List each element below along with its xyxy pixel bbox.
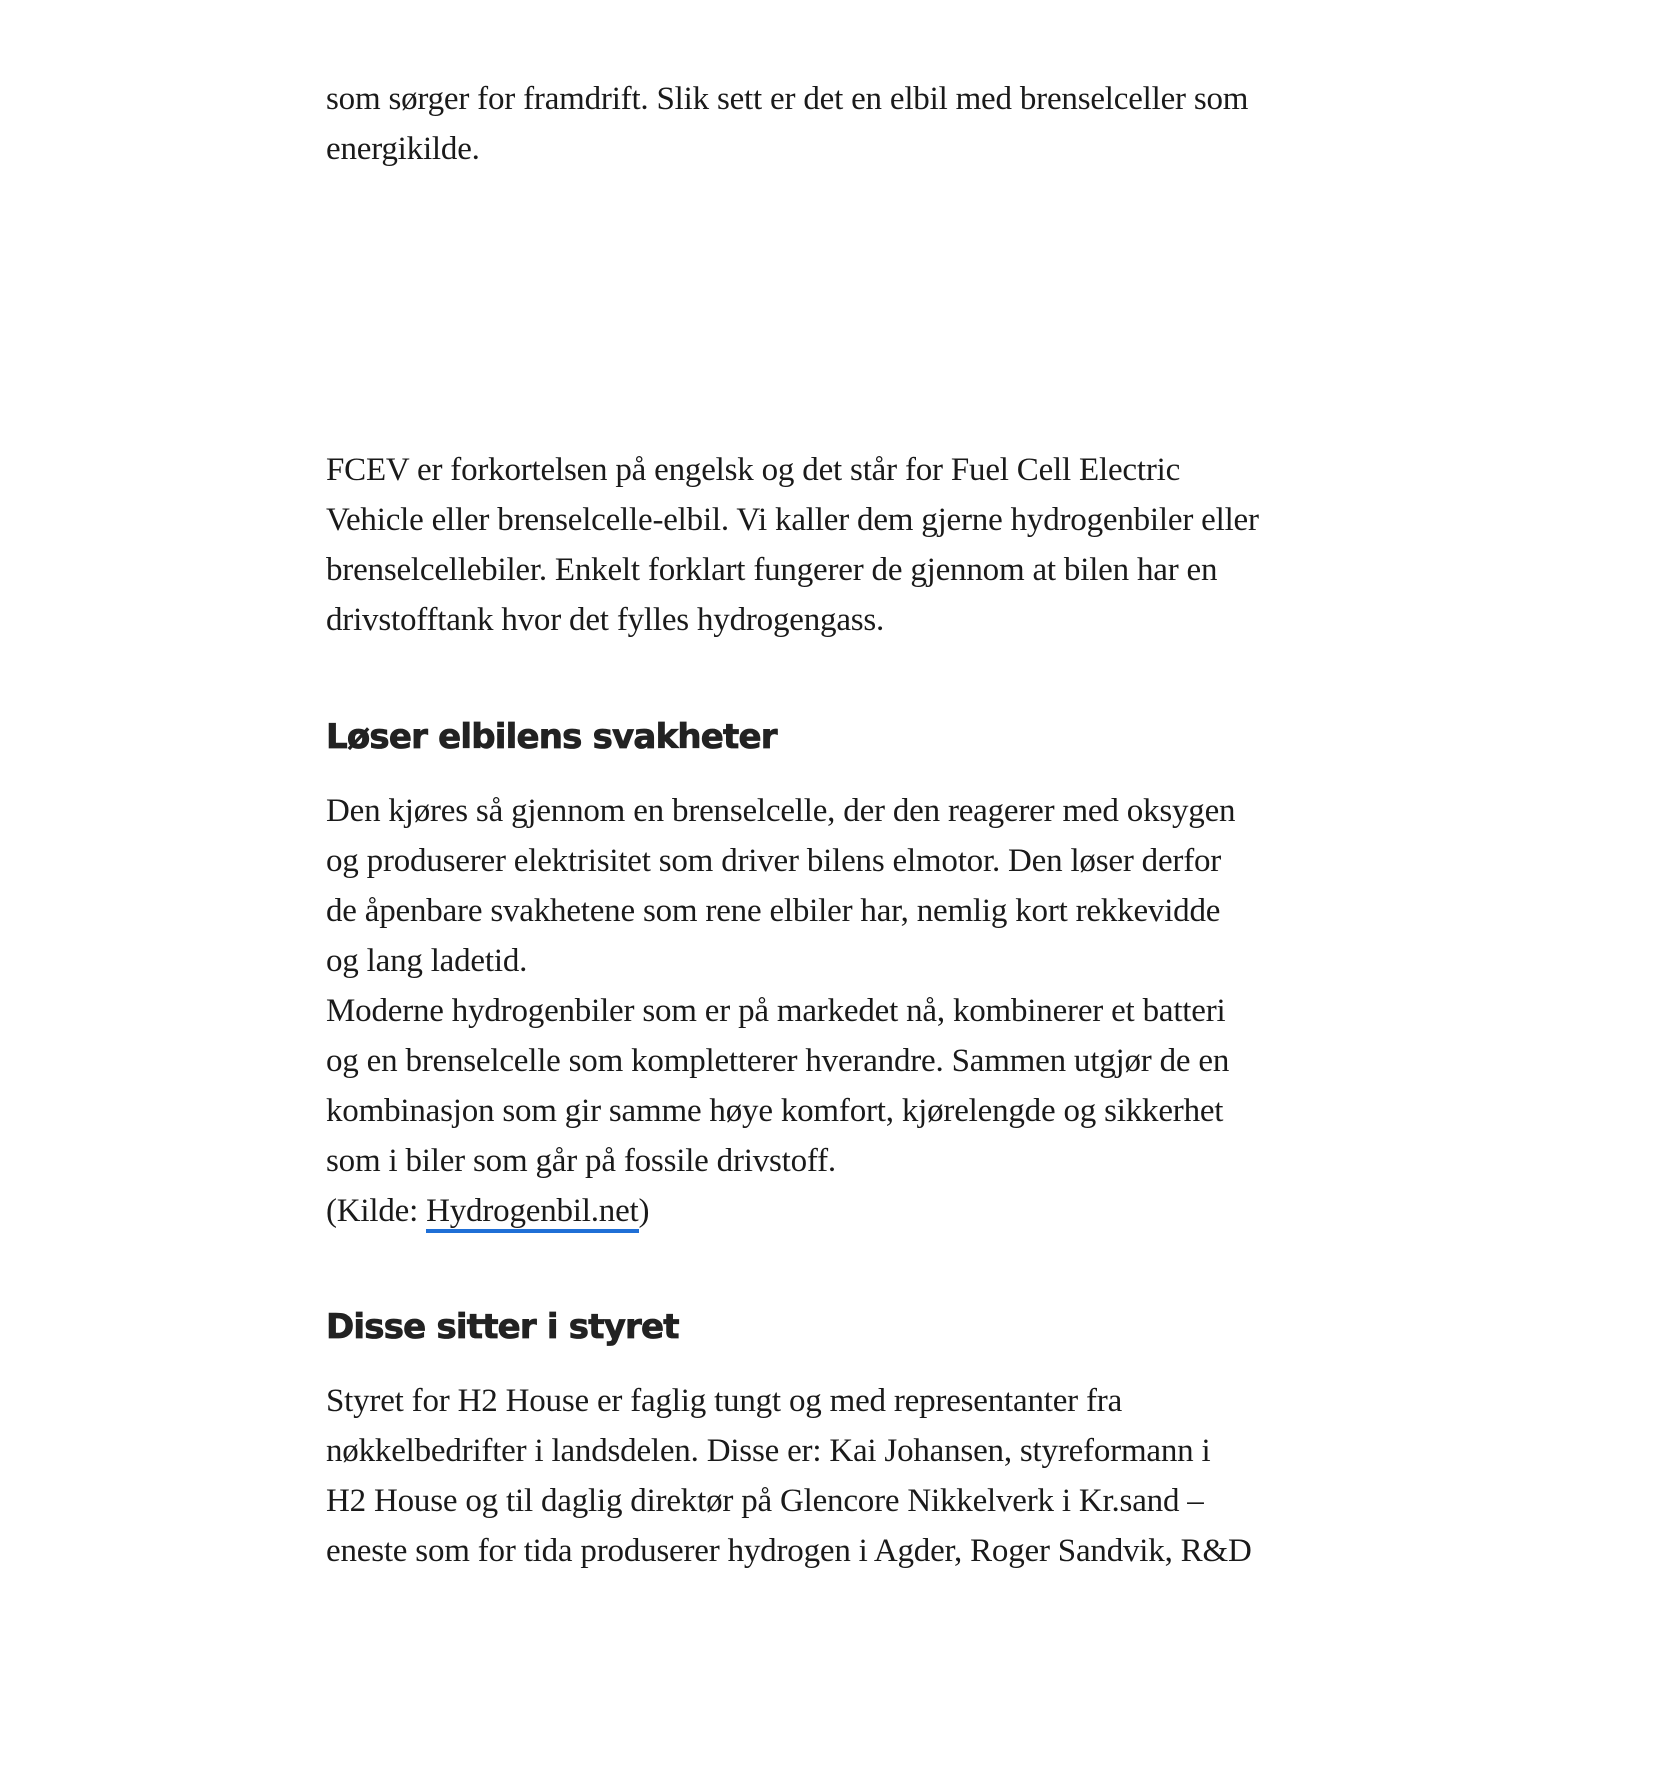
paragraph-fcev xyxy=(326,445,1346,645)
text-line: brenselcellebiler. Enkelt forklart fungerer de gjennom at bilen har en xyxy=(326,552,1218,588)
source-prefix: (Kilde: xyxy=(326,1193,427,1229)
text-line: eneste som for tida produserer hydrogen i Agder, Roger Sandvik, R&D xyxy=(326,1533,1252,1569)
text-line: drivstofftank hvor det fylles hydrogengass. xyxy=(326,602,885,638)
article-body xyxy=(326,74,1346,1576)
text-line: de åpenbare svakhetene som rene elbiler har, nemlig kort rekkevidde xyxy=(326,893,1221,929)
text-line: og produserer elektrisitet som driver bilens elmotor. Den løser derfor xyxy=(326,843,1222,879)
heading-svakheter: Løser elbilens svakheter xyxy=(326,717,777,757)
source-link[interactable]: Hydrogenbil.net xyxy=(426,1193,638,1233)
paragraph-styret xyxy=(326,1376,1346,1576)
heading-styret: Disse sitter i styret xyxy=(326,1307,679,1347)
text-line: Vehicle eller brenselcelle-elbil. Vi kaller dem gjerne hydrogenbiler eller xyxy=(326,502,1259,538)
text-line: Moderne hydrogenbiler som er på markedet nå, kombinerer et batteri xyxy=(326,993,1226,1029)
text-line: energikilde. xyxy=(326,131,480,167)
text-line: kombinasjon som gir samme høye komfort, kjørelengde og sikkerhet xyxy=(326,1093,1224,1129)
blank-space xyxy=(326,174,1346,445)
text-line: FCEV er forkortelsen på engelsk og det står for Fuel Cell Electric xyxy=(326,452,1181,488)
paragraph-source xyxy=(326,1186,1346,1236)
text-line: Den kjøres så gjennom en brenselcelle, der den reagerer med oksygen xyxy=(326,793,1236,829)
text-line: nøkkelbedrifter i landsdelen. Disse er: Kai Johansen, styreformann i xyxy=(326,1433,1211,1469)
paragraph-svakheter xyxy=(326,786,1346,986)
text-line: som sørger for framdrift. Slik sett er det en elbil med brenselceller som xyxy=(326,81,1249,117)
text-line: Styret for H2 House er faglig tungt og med representanter fra xyxy=(326,1383,1123,1419)
text-line: og lang ladetid. xyxy=(326,943,528,979)
text-line: som i biler som går på fossile drivstoff. xyxy=(326,1143,836,1179)
text-line: H2 House og til daglig direktør på Glencore Nikkelverk i Kr.sand – xyxy=(326,1483,1204,1519)
paragraph-moderne xyxy=(326,986,1346,1186)
text-line: og en brenselcelle som kompletterer hverandre. Sammen utgjør de en xyxy=(326,1043,1230,1079)
paragraph-intro xyxy=(326,74,1346,174)
source-suffix: ) xyxy=(638,1193,650,1229)
